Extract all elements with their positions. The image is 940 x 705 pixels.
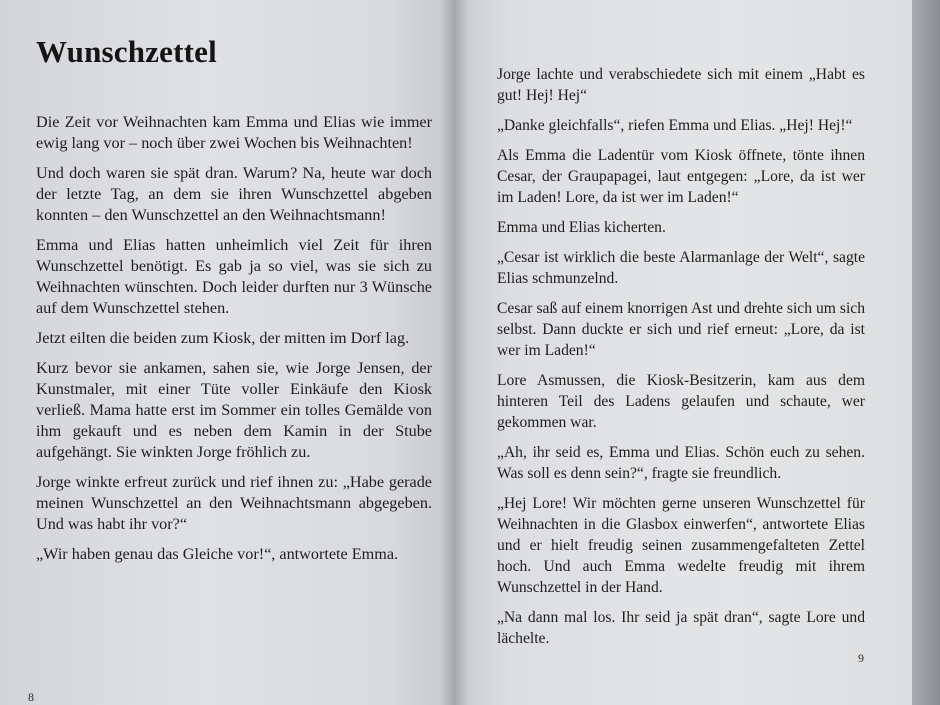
right-page-text [497,64,865,658]
paragraph: Die Zeit vor Weihnachten kam Emma und Elias wie immer ewig lang vor – noch über zwei Wochen bis Weihnachten! [36,113,432,152]
paragraph: „Na dann mal los. Ihr seid ja spät dran“, sagte Lore und lächelte. [497,609,865,647]
paragraph: „Hej Lore! Wir möchten gerne unseren Wunschzettel für Weihnachten in die Glasbox einwerfen“, antwortete Elias und er hielt freudig seinen zusammengefalteten Zettel hoch. Und auch Emma wedelte freudig mit ihrem Wunschzettel in der Hand. [497,495,865,596]
paragraph: Jorge winkte erfreut zurück und rief ihnen zu: „Habe gerade meinen Wunschzettel an den Weihnachtsmann abgegeben. Und was habt ihr vor?“ [36,473,432,533]
paragraph: Kurz bevor sie ankamen, sahen sie, wie Jorge Jensen, der Kunstmaler, mit einer Tüte voller Einkäufe den Kiosk verließ. Mama hatte erst im Sommer ein tolles Gemälde von ihm gekauft und es neben dem Kamin in der Stube aufgehängt. Sie winkten Jorge fröhlich zu. [36,359,432,461]
paragraph: Und doch waren sie spät dran. Warum? Na, heute war doch der letzte Tag, an dem sie ihren Wunschzettel abgeben konnten – den Wunschzettel an den Weihnachtsmann! [36,164,432,224]
paragraph: Cesar saß auf einem knorrigen Ast und drehte sich um sich selbst. Dann duckte er sich und rief erneut: „Lore, da ist wer im Laden!“ [497,300,865,359]
page-number-right: 9 [858,651,864,665]
paragraph: „Ah, ihr seid es, Emma und Elias. Schön euch zu sehen. Was soll es denn sein?“, fragte sie freundlich. [497,444,865,482]
chapter-title: Wunschzettel [36,34,217,69]
paragraph: Jetzt eilten die beiden zum Kiosk, der mitten im Dorf lag. [36,329,410,347]
left-page [0,0,455,705]
paragraph: Emma und Elias kicherten. [497,219,666,236]
book-gutter [440,0,470,705]
paragraph: Lore Asmussen, die Kiosk-Besitzerin, kam aus dem hinteren Teil des Ladens gelaufen und schaute, wer gekommen war. [497,372,865,431]
paragraph: Emma und Elias hatten unheimlich viel Zeit für ihren Wunschzettel benötigt. Es gab ja so viel, was sie sich zu Weihnachten wünschten. Doch leider durften nur 3 Wünsche auf dem Wunschzettel stehen. [36,236,432,317]
left-page-text [36,112,432,574]
paragraph: „Danke gleichfalls“, riefen Emma und Elias. „Hej! Hej!“ [497,117,853,134]
page-number-left: 8 [28,690,34,704]
paragraph: „Cesar ist wirklich die beste Alarmanlage der Welt“, sagte Elias schmunzelnd. [497,249,865,287]
paragraph: Jorge lachte und verabschiedete sich mit einem „Habt es gut! Hej! Hej“ [497,66,865,104]
paragraph: „Wir haben genau das Gleiche vor!“, antwortete Emma. [36,545,399,563]
paragraph: Als Emma die Ladentür vom Kiosk öffnete, tönte ihnen Cesar, der Graupapagei, laut entgegen: „Lore, da ist wer im Laden! Lore, da ist wer im Laden!“ [497,147,865,206]
page-edge-shadow [912,0,940,705]
